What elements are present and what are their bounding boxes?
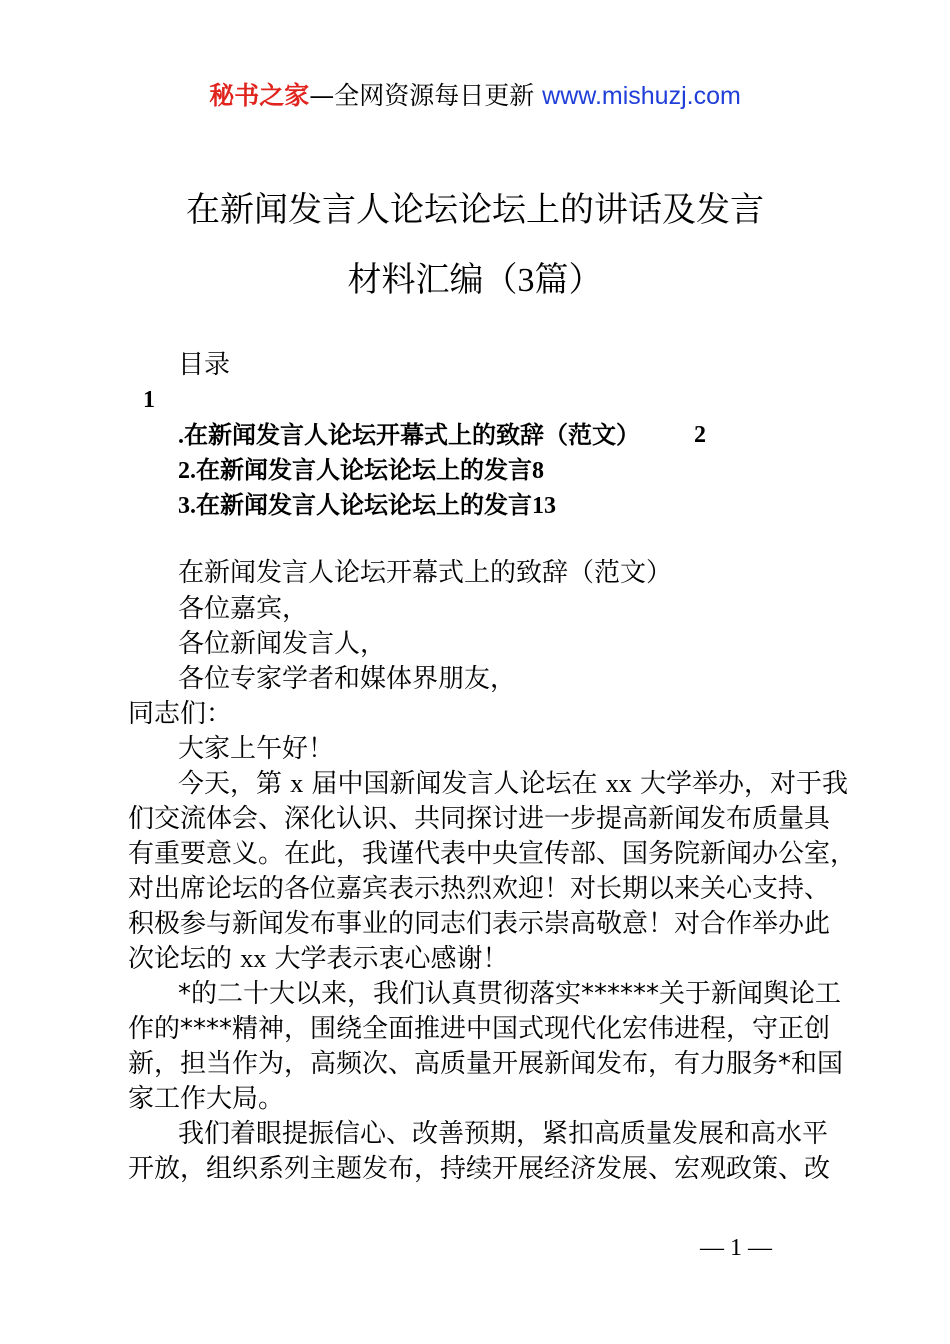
paragraph-line: 对出席论坛的各位嘉宾表示热烈欢迎！对长期以来关心支持、 xyxy=(128,874,831,904)
brand-name: 秘书之家 xyxy=(209,81,310,110)
page-number: — 1 — xyxy=(700,1235,772,1261)
title-count: 3 xyxy=(517,262,535,299)
paragraph-line: 家工作大局。 xyxy=(128,1084,285,1114)
paragraph-line: 们交流体会、深化认识、共同探讨进一步提高新闻发布质量具 xyxy=(128,804,831,834)
paragraph-line: *的二十大以来，我们认真贯彻落实******关于新闻舆论工 xyxy=(178,979,842,1009)
greeting-line: 各位嘉宾， xyxy=(178,594,309,624)
paragraph-line: 作的****精神，围绕全面推进中国式现代化宏伟进程，守正创 xyxy=(128,1014,831,1044)
toc-heading: 目录 xyxy=(178,350,231,380)
paragraph-line: 次论坛的 xx 大学表示衷心感谢！ xyxy=(128,944,509,974)
paragraph-line: 有重要意义。在此，我谨代表中央宣传部、国务院新闻办公室， xyxy=(128,839,857,869)
toc-item[interactable]: 2.在新闻发言人论坛论坛上的发言8 xyxy=(178,456,544,484)
paragraph-line: 积极参与新闻发布事业的同志们表示崇高敬意！对合作举办此 xyxy=(128,909,831,939)
paragraph-line: 新，担当作为，高频次、高质量开展新闻发布，有力服务*和国 xyxy=(128,1049,844,1079)
paragraph-line: 我们着眼提振信心、改善预期，紧扣高质量发展和高水平 xyxy=(178,1119,829,1149)
site-header xyxy=(0,80,950,112)
greeting-comrades: 同志们： xyxy=(128,699,233,729)
toc-item-number: 1 xyxy=(143,387,155,413)
toc-item-page: 8 xyxy=(532,458,544,484)
paragraph-line: 今天，第 x 届中国新闻发言人论坛在 xx 大学举办，对于我 xyxy=(178,769,849,799)
paragraph-line: 开放，组织系列主题发布，持续开展经济发展、宏观政策、改 xyxy=(128,1154,831,1184)
site-url-link[interactable]: www.mishuzj.com xyxy=(542,82,741,110)
greeting-line: 各位新闻发言人， xyxy=(178,629,387,659)
section-title: 在新闻发言人论坛开幕式上的致辞（范文） xyxy=(178,558,673,588)
greeting-hello: 大家上午好！ xyxy=(178,734,335,764)
toc-item[interactable]: 3.在新闻发言人论坛论坛上的发言13 xyxy=(178,491,556,519)
greeting-line: 各位专家学者和媒体界朋友， xyxy=(178,664,517,694)
document-title-line-1: 在新闻发言人论坛论坛上的讲话及发言 xyxy=(186,190,764,230)
toc-item[interactable]: .在新闻发言人论坛开幕式上的致辞（范文） xyxy=(178,421,640,449)
header-slogan: —全网资源每日更新 xyxy=(309,81,543,110)
toc-item-page: 2 xyxy=(694,422,706,448)
document-title-line-2: 材料汇编（3篇） xyxy=(347,260,603,300)
toc-item-page: 13 xyxy=(532,493,556,519)
